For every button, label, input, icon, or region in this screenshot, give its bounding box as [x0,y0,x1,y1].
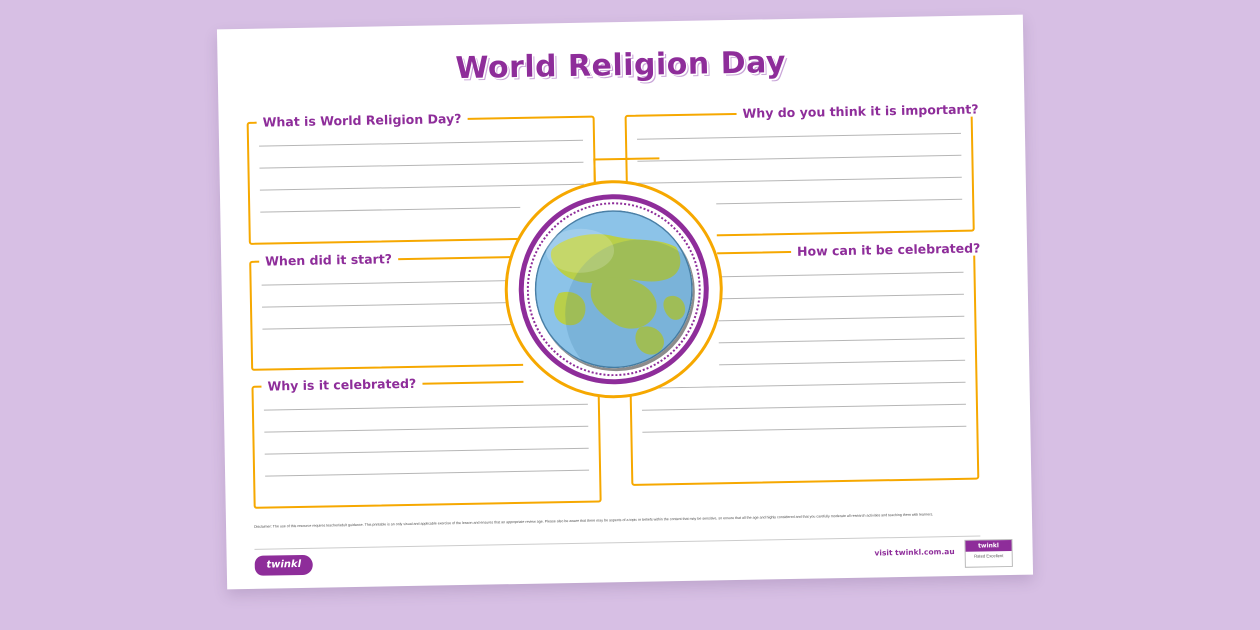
writing-line [642,426,966,433]
page-title: World Religion Day [455,45,787,87]
section-label-why-important: Why do you think it is important? [736,101,984,121]
writing-line [259,140,583,147]
twinkl-logo[interactable]: twinkl [255,555,313,576]
twinkl-rating-badge [964,539,1013,568]
writing-line [264,426,588,433]
section-label-how-celebrated: How can it be celebrated? [791,240,987,259]
section-label-when-start: When did it start? [259,251,398,269]
section-label-what-is: What is World Religion Day? [257,111,468,130]
writing-line [637,133,961,140]
worksheet-sheet [217,15,1033,590]
badge-title: twinkl [965,540,1011,552]
disclaimer-text: Disclaimer: The use of this resource requires teacher/adult guidance. This printable is an only visual and applicable exercise of the lesson and ensures that an appropriate review age. Please also be aware that there may be aspects of a topic or beliefs within the content that may be sensitive, so ensure that all the age and highly considered and that you carefully moderate all research activities and teaching them with learners. [254,512,934,529]
writing-line [642,404,966,411]
writing-line [265,448,589,455]
writing-line [264,404,588,411]
writing-line [265,470,589,477]
footer-divider [254,536,980,550]
twinkl-url[interactable]: visit twinkl.com.au [874,547,955,558]
writing-line [259,162,583,169]
writing-line [637,155,961,162]
badge-subtitle: Rated Excellent [973,553,1004,559]
writing-lines [264,404,590,499]
section-label-why-celebrated: Why is it celebrated? [261,376,422,394]
globe-hub [503,178,725,400]
